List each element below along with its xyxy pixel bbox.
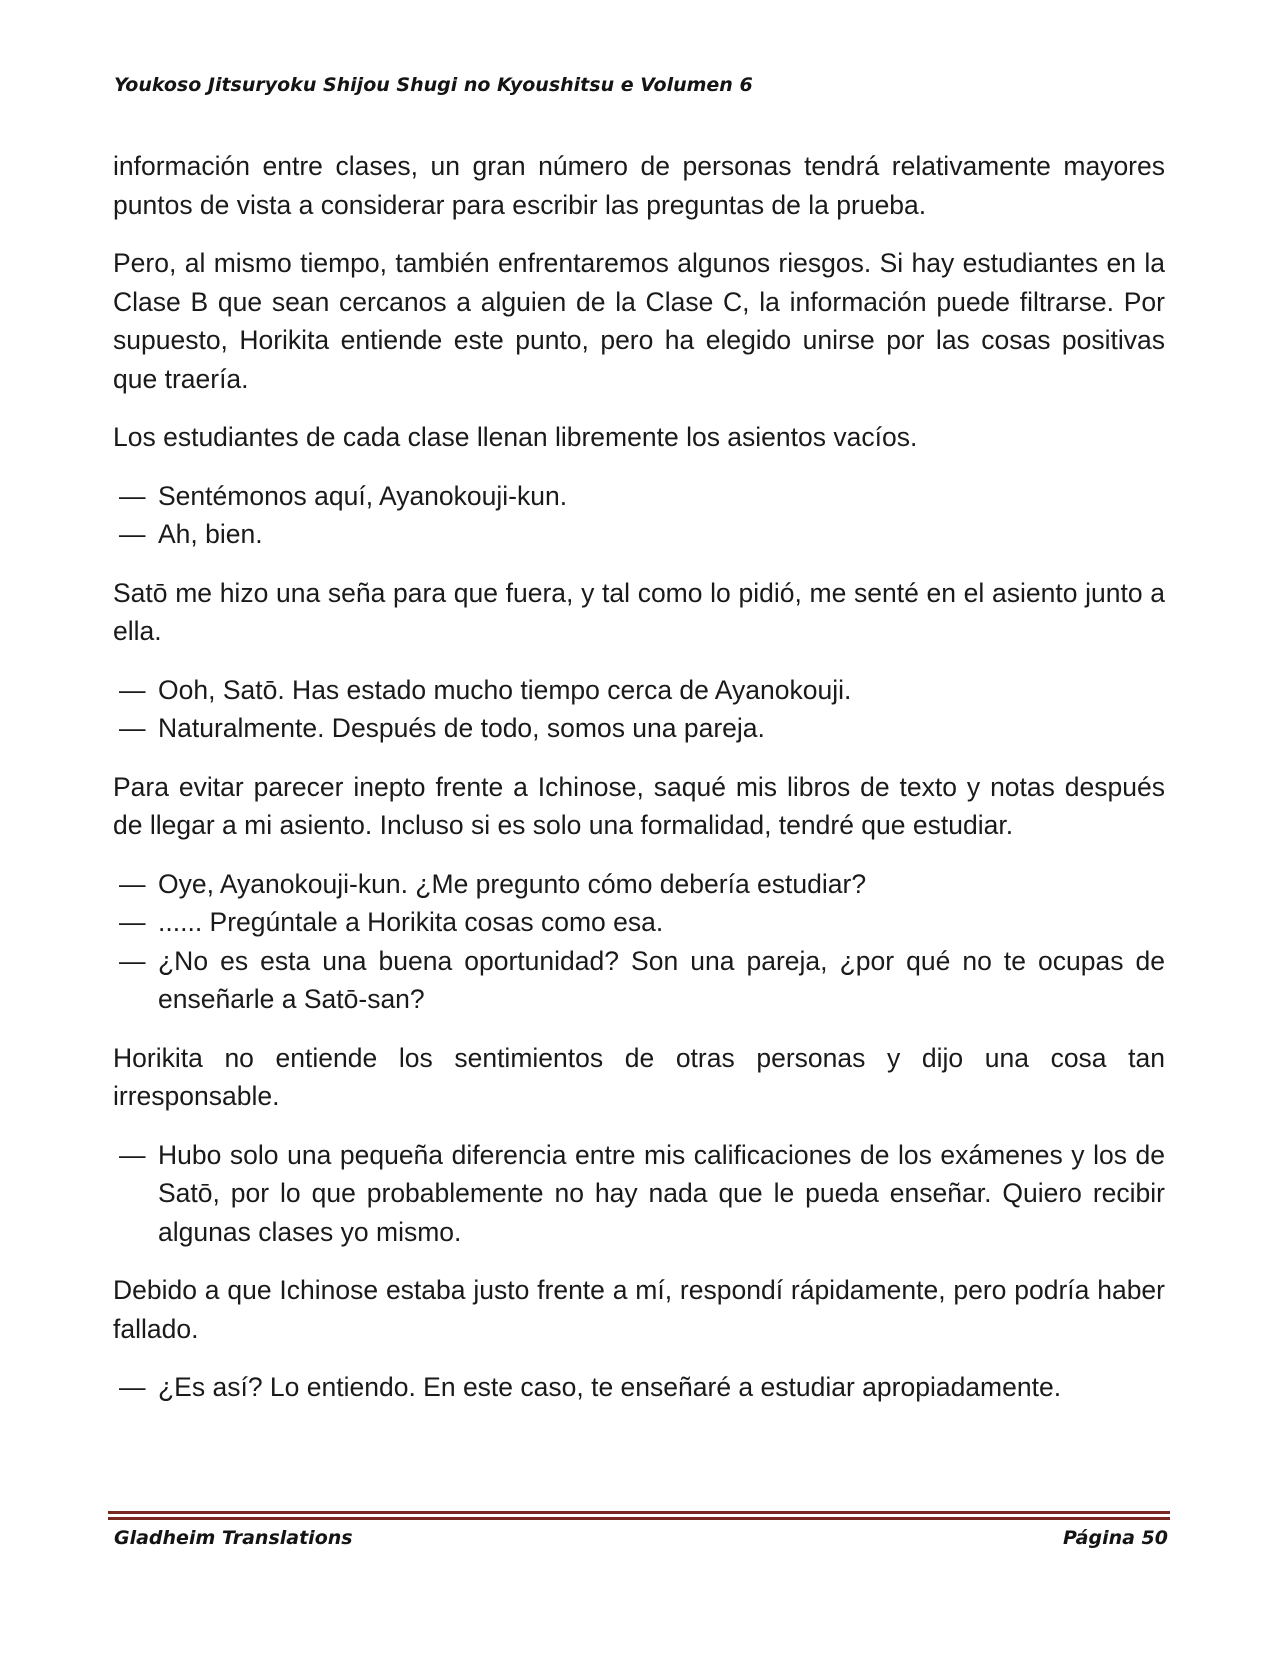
paragraph: Horikita no entiende los sentimientos de otras personas y dijo una cosa tan irresponsable.: [113, 1042, 1165, 1111]
dialogue-line: [113, 865, 1165, 904]
dialogue-text: Sentémonos aquí, Ayanokouji-kun.: [158, 480, 568, 511]
em-dash: —: [119, 1372, 146, 1402]
paragraph: Para evitar parecer inepto frente a Ichinose, saqué mis libros de texto y notas después de llegar a mi asiento. Incluso si es solo una formalidad, tendré que estudiar.: [113, 771, 1165, 840]
running-header: Youkoso Jitsuryoku Shijou Shugi no Kyoushitsu e Volumen 6: [114, 74, 753, 96]
dialogue-line: [113, 709, 1165, 748]
dialogue-text: ¿Es así? Lo entiendo. En este caso, te enseñaré a estudiar apropiadamente.: [158, 1372, 1062, 1402]
dialogue-text: Ooh, Satō. Has estado mucho tiempo cerca de Ayanokouji.: [158, 674, 852, 705]
em-dash: —: [119, 480, 146, 511]
em-dash: —: [119, 868, 146, 899]
dialogue-block: [113, 1368, 1165, 1407]
dialogue-text: Oye, Ayanokouji-kun. ¿Me pregunto cómo debería estudiar?: [158, 868, 867, 899]
paragraph: información entre clases, un gran número de personas tendrá relativamente mayores puntos de vista a considerar para escribir las preguntas de la prueba.: [113, 151, 1165, 220]
dialogue-text: Ah, bien.: [158, 519, 263, 549]
body-text: [113, 147, 1165, 1427]
paragraph: Satō me hizo una seña para que fuera, y tal como lo pidió, me senté en el asiento junto a ella.: [113, 577, 1165, 646]
dialogue-text: Naturalmente. Después de todo, somos una pareja.: [158, 713, 765, 743]
dialogue-text: ¿No es esta una buena oportunidad? Son una pareja, ¿por qué no te ocupas de enseñarle a Satō-san?: [158, 945, 1165, 1014]
em-dash: —: [119, 1139, 146, 1170]
dialogue-line: [113, 477, 1165, 516]
dialogue-block: [113, 1136, 1165, 1252]
dialogue-line: [113, 515, 1165, 554]
em-dash: —: [119, 713, 146, 743]
dialogue-line: [113, 671, 1165, 710]
em-dash: —: [119, 674, 146, 705]
dialogue-block: [113, 671, 1165, 748]
paragraph: Pero, al mismo tiempo, también enfrentaremos algunos riesgos. Si hay estudiantes en la Clase B que sean cercanos a alguien de la Clase C, la información puede filtrarse. Por supuesto, Horikita entiende este punto, pero ha elegido unirse por las cosas positivas que traería.: [113, 248, 1165, 394]
em-dash: —: [119, 945, 146, 976]
dialogue-line: [113, 1136, 1165, 1252]
footer-divider: [108, 1511, 1170, 1514]
dialogue-text: ...... Pregúntale a Horikita cosas como esa.: [158, 907, 664, 937]
dialogue-line: [113, 903, 1165, 942]
em-dash: —: [119, 907, 146, 937]
dialogue-text: Hubo solo una pequeña diferencia entre mis calificaciones de los exámenes y los de Satō, por lo que probablemente no hay nada que le pueda enseñar. Quiero recibir algunas clases yo mismo.: [158, 1139, 1165, 1247]
em-dash: —: [119, 519, 146, 549]
dialogue-line: [113, 942, 1165, 1019]
dialogue-line: [113, 1368, 1165, 1407]
page-number: Página 50: [1062, 1527, 1168, 1549]
dialogue-block: [113, 477, 1165, 554]
paragraph: Debido a que Ichinose estaba justo frente a mí, respondí rápidamente, pero podría haber fallado.: [113, 1275, 1165, 1344]
footer-translator: Gladheim Translations: [114, 1527, 353, 1549]
dialogue-block: [113, 865, 1165, 1019]
paragraph: Los estudiantes de cada clase llenan libremente los asientos vacíos.: [113, 422, 918, 452]
